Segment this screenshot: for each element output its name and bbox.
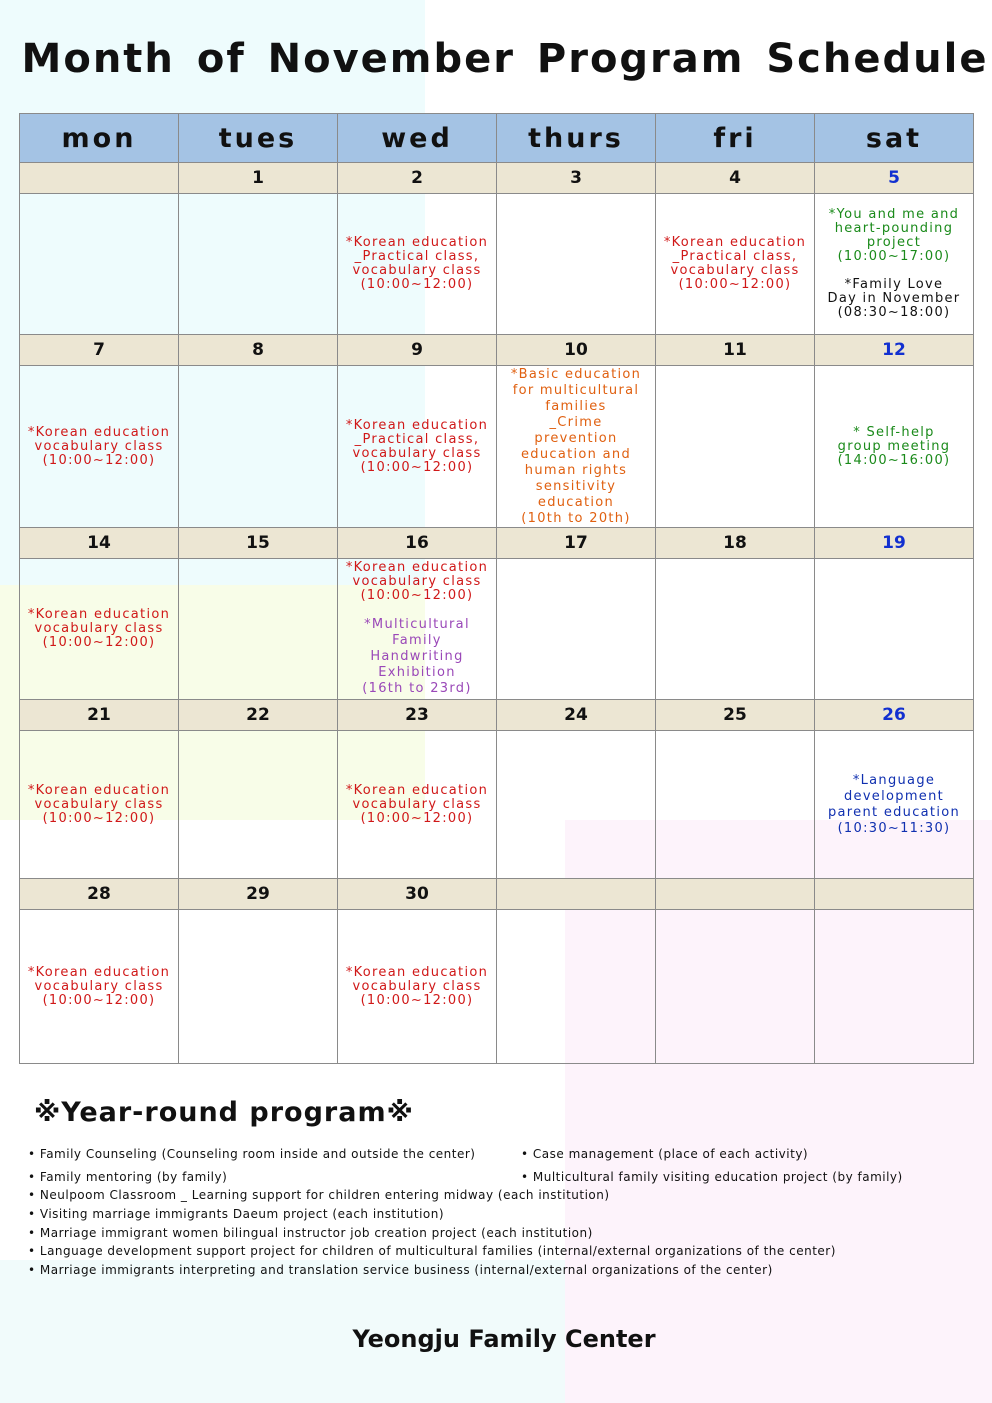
date-cell-sat [815, 879, 974, 910]
program-entry-line: vocabulary class [34, 621, 164, 636]
date-cell-thurs: 17 [497, 528, 656, 559]
program-entry-line: (10:00~12:00) [42, 635, 156, 650]
footer-center-name: Yeongju Family Center [352, 1325, 656, 1353]
program-entry-line: vocabulary class [34, 438, 164, 454]
program-entry-line: _Crime [549, 414, 603, 430]
program-entry-line: (10th to 20th) [521, 510, 631, 526]
year-round-item: • Neulpoom Classroom _ Learning support for children entering midway (each institution) [28, 1188, 610, 1202]
event-cell-thurs [497, 910, 656, 1064]
program-entry [338, 784, 496, 826]
program-entry-line: heart-pounding [834, 221, 954, 236]
program-entry-line: vocabulary class [670, 263, 800, 278]
program-entry-line: *Korean education [663, 235, 807, 250]
event-cell-fri [656, 366, 815, 528]
program-entry [20, 784, 178, 826]
program-entry-line: (10:00~12:00) [360, 459, 474, 475]
date-cell-sat: 26 [815, 700, 974, 731]
program-entry [20, 966, 178, 1008]
date-cell-sat: 5 [815, 163, 974, 194]
program-entry [338, 236, 496, 292]
program-entry-line: parent education [827, 804, 961, 820]
date-cell-fri: 11 [656, 335, 815, 366]
date-row [20, 528, 974, 559]
program-entry [497, 367, 655, 527]
program-entry-line: *Korean education [345, 417, 489, 433]
event-cell-fri [656, 910, 815, 1064]
date-cell-wed: 23 [338, 700, 497, 731]
program-entry-line: for multicultural [512, 382, 640, 398]
date-cell-fri: 25 [656, 700, 815, 731]
program-entry-line: vocabulary class [352, 574, 482, 589]
program-entry-line: *You and me and [828, 207, 960, 222]
event-row [20, 731, 974, 879]
program-entry-line: _Practical class, [354, 249, 480, 264]
year-round-item: • Case management (place of each activity) [521, 1147, 809, 1161]
event-cell-mon [20, 366, 179, 528]
program-entry [656, 236, 814, 292]
program-entry-line: development [843, 788, 945, 804]
date-row [20, 335, 974, 366]
program-entry-line: *Korean education [27, 424, 171, 440]
program-entry-line: (10:00~12:00) [42, 810, 156, 826]
program-entry [815, 278, 973, 320]
date-row [20, 163, 974, 194]
weekday-header-tues: tues [179, 114, 338, 163]
program-entry-line: *Korean education [345, 235, 489, 250]
program-entry-line: *Korean education [27, 964, 171, 980]
date-cell-wed: 16 [338, 528, 497, 559]
program-entry-line: (16th to 23rd) [362, 681, 472, 696]
program-entry-line: Exhibition [378, 665, 456, 680]
year-round-item: • Multicultural family visiting education project (by family) [521, 1170, 903, 1184]
weekday-header-wed: wed [338, 114, 497, 163]
program-entry-line: (10:00~12:00) [360, 277, 474, 292]
year-round-item: • Family mentoring (by family) [28, 1170, 228, 1184]
event-row [20, 194, 974, 335]
program-entry [338, 419, 496, 475]
event-cell-thurs [497, 366, 656, 528]
program-entry [815, 773, 973, 837]
event-cell-wed [338, 910, 497, 1064]
program-entry-line: (10:00~12:00) [360, 992, 474, 1008]
program-entry-line: vocabulary class [34, 978, 164, 994]
date-cell-tues: 15 [179, 528, 338, 559]
program-entry-line: (10:00~12:00) [360, 588, 474, 603]
date-cell-fri: 4 [656, 163, 815, 194]
page-title: Month of November Program Schedule [21, 36, 989, 82]
event-cell-mon [20, 910, 179, 1064]
program-entry-line: education [537, 494, 615, 510]
event-cell-mon [20, 559, 179, 700]
program-entry-line: *Multicultural [364, 617, 470, 632]
event-cell-wed [338, 194, 497, 335]
year-round-item: • Visiting marriage immigrants Daeum project (each institution) [28, 1207, 445, 1221]
program-entry-line: (10:00~17:00) [837, 249, 951, 264]
program-entry-line: *Korean education [27, 607, 171, 622]
program-entry-line: * Self-help [853, 424, 935, 440]
program-entry-line: human rights [524, 462, 628, 478]
program-entry-line: vocabulary class [34, 796, 164, 812]
date-cell-wed: 9 [338, 335, 497, 366]
program-entry-line: *Korean education [345, 782, 489, 798]
date-cell-thurs: 24 [497, 700, 656, 731]
event-cell-mon [20, 731, 179, 879]
event-row [20, 559, 974, 700]
program-entry [20, 426, 178, 468]
date-cell-tues: 8 [179, 335, 338, 366]
program-entry [815, 208, 973, 264]
program-entry-line: _Practical class, [354, 431, 480, 447]
event-cell-wed [338, 366, 497, 528]
date-row [20, 700, 974, 731]
event-cell-thurs [497, 194, 656, 335]
event-cell-tues [179, 559, 338, 700]
program-entry-line: vocabulary class [352, 796, 482, 812]
program-entry-line: (10:00~12:00) [42, 992, 156, 1008]
calendar-table [19, 113, 974, 1064]
program-entry [338, 617, 496, 697]
date-cell-thurs: 10 [497, 335, 656, 366]
event-cell-mon [20, 194, 179, 335]
event-cell-wed [338, 559, 497, 700]
event-cell-fri [656, 731, 815, 879]
program-entry-line: project [866, 235, 922, 250]
program-entry [815, 426, 973, 468]
program-entry-line: *Language [852, 772, 936, 788]
event-row [20, 366, 974, 528]
program-entry-line: *Korean education [345, 560, 489, 575]
weekday-header-row [20, 114, 974, 163]
program-entry-line: Day in November [827, 291, 961, 306]
date-row [20, 879, 974, 910]
program-entry-line: prevention [534, 430, 618, 446]
date-cell-tues: 22 [179, 700, 338, 731]
date-cell-sat: 19 [815, 528, 974, 559]
date-cell-thurs: 3 [497, 163, 656, 194]
program-entry-line: (10:00~12:00) [678, 277, 792, 292]
date-cell-fri [656, 879, 815, 910]
event-cell-sat [815, 910, 974, 1064]
event-cell-tues [179, 366, 338, 528]
program-entry-line: sensitivity [535, 478, 617, 494]
event-cell-wed [338, 731, 497, 879]
program-entry-line: group meeting [837, 438, 951, 454]
event-cell-thurs [497, 559, 656, 700]
date-cell-fri: 18 [656, 528, 815, 559]
program-entry [20, 608, 178, 650]
program-entry-line: vocabulary class [352, 263, 482, 278]
year-round-item: • Marriage immigrants interpreting and translation service business (internal/external organizations of the center) [28, 1263, 773, 1277]
year-round-item: • Marriage immigrant women bilingual instructor job creation project (each institution) [28, 1226, 593, 1240]
weekday-header-sat: sat [815, 114, 974, 163]
program-entry-line: (10:30~11:30) [837, 820, 951, 836]
year-round-item: • Family Counseling (Counseling room inside and outside the center) [28, 1147, 476, 1161]
date-cell-mon: 7 [20, 335, 179, 366]
program-entry [338, 561, 496, 603]
event-cell-sat [815, 194, 974, 335]
weekday-header-mon: mon [20, 114, 179, 163]
program-entry-line: (10:00~12:00) [360, 810, 474, 826]
event-cell-fri [656, 559, 815, 700]
event-cell-sat [815, 731, 974, 879]
date-cell-tues: 29 [179, 879, 338, 910]
weekday-header-thurs: thurs [497, 114, 656, 163]
event-cell-tues [179, 731, 338, 879]
weekday-header-fri: fri [656, 114, 815, 163]
date-cell-mon: 28 [20, 879, 179, 910]
program-entry-line: vocabulary class [352, 978, 482, 994]
event-cell-tues [179, 194, 338, 335]
event-cell-tues [179, 910, 338, 1064]
event-cell-sat [815, 366, 974, 528]
program-entry-line: families [545, 398, 607, 414]
calendar-body [20, 163, 974, 1064]
date-cell-mon: 14 [20, 528, 179, 559]
program-entry-line: *Korean education [27, 782, 171, 798]
event-cell-sat [815, 559, 974, 700]
event-cell-fri [656, 194, 815, 335]
date-cell-sat: 12 [815, 335, 974, 366]
date-cell-wed: 2 [338, 163, 497, 194]
date-cell-thurs [497, 879, 656, 910]
program-entry-line: (10:00~12:00) [42, 452, 156, 468]
program-entry-line: *Korean education [345, 964, 489, 980]
date-cell-mon [20, 163, 179, 194]
program-entry-line: *Family Love [844, 277, 944, 292]
program-entry [338, 966, 496, 1008]
program-entry-line: Family [392, 633, 442, 648]
date-cell-wed: 30 [338, 879, 497, 910]
program-entry-line: *Basic education [510, 366, 642, 382]
program-entry-line: vocabulary class [352, 445, 482, 461]
program-entry-line: Handwriting [370, 649, 464, 664]
year-round-title: ※Year-round program※ [34, 1097, 414, 1128]
date-cell-tues: 1 [179, 163, 338, 194]
program-entry-line: (08:30~18:00) [837, 305, 951, 320]
event-cell-thurs [497, 731, 656, 879]
program-entry-line: (14:00~16:00) [837, 452, 951, 468]
year-round-item: • Language development support project for children of multicultural families (internal/external organizations of the center) [28, 1244, 836, 1258]
event-row [20, 910, 974, 1064]
program-entry-line: _Practical class, [672, 249, 798, 264]
date-cell-mon: 21 [20, 700, 179, 731]
program-entry-line: education and [521, 446, 631, 462]
